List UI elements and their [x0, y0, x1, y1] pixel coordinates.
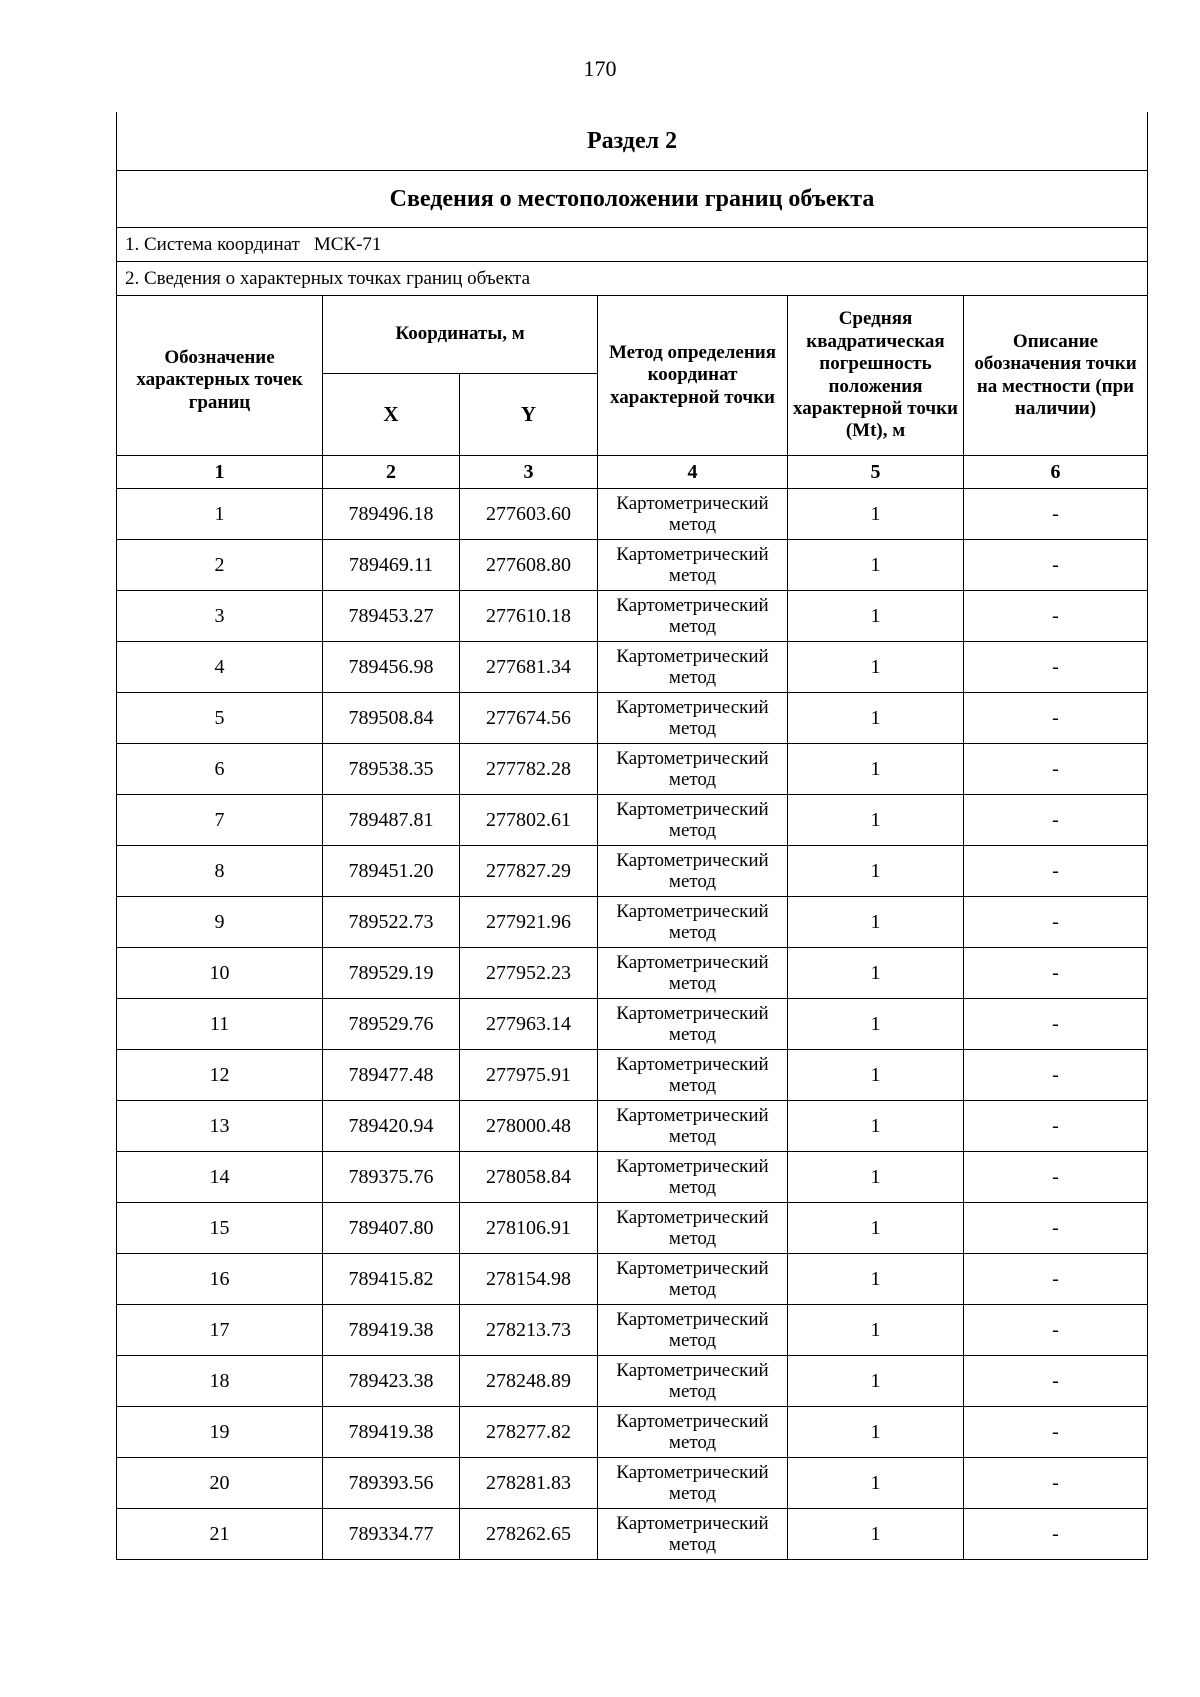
method-line-1: Картометрический: [616, 1155, 769, 1177]
header-x: X: [323, 374, 460, 456]
mean-error-cell: 1: [788, 642, 964, 693]
method-line-2: метод: [668, 718, 717, 739]
mean-error-cell: 1: [788, 948, 964, 999]
method-line-1: Картометрический: [616, 492, 769, 514]
coord-y-cell: 277827.29: [460, 846, 598, 897]
point-number-cell: 15: [117, 1203, 323, 1254]
table-row: [117, 1152, 1148, 1203]
mean-error-cell: 1: [788, 795, 964, 846]
mean-error-cell: 1: [788, 591, 964, 642]
header-error: Средняя квадратическая погрешность положения характерной точки (Mt), м: [788, 296, 964, 456]
coord-x-cell: 789375.76: [323, 1152, 460, 1203]
coord-y-cell: 278277.82: [460, 1407, 598, 1458]
mean-error-cell: 1: [788, 744, 964, 795]
method-line-1: Картометрический: [616, 849, 769, 871]
method-line-1: Картометрический: [616, 1104, 769, 1126]
method-cell: [598, 1458, 788, 1509]
method-cell: [598, 1407, 788, 1458]
method-line-2: метод: [668, 1126, 717, 1147]
coord-x-cell: 789419.38: [323, 1305, 460, 1356]
page-number: 170: [583, 56, 617, 81]
method-line-2: метод: [668, 1432, 717, 1453]
method-line-2: метод: [668, 1279, 717, 1300]
point-description-cell: -: [964, 999, 1148, 1050]
method-line-2: метод: [668, 1228, 717, 1249]
method-cell: [598, 1152, 788, 1203]
method-cell: [598, 744, 788, 795]
point-number-cell: 11: [117, 999, 323, 1050]
coord-y-cell: 277963.14: [460, 999, 598, 1050]
table-row: [117, 1203, 1148, 1254]
coord-y-cell: 277975.91: [460, 1050, 598, 1101]
table-row: [117, 1407, 1148, 1458]
point-description-cell: -: [964, 591, 1148, 642]
section-subtitle: Сведения о местоположении границ объекта: [117, 171, 1148, 228]
method-cell: [598, 897, 788, 948]
point-description-cell: -: [964, 1203, 1148, 1254]
point-number-cell: 13: [117, 1101, 323, 1152]
point-description-cell: -: [964, 1152, 1148, 1203]
coord-x-cell: 789508.84: [323, 693, 460, 744]
coord-x-cell: 789415.82: [323, 1254, 460, 1305]
table-row: [117, 693, 1148, 744]
point-description-cell: -: [964, 795, 1148, 846]
point-number-cell: 2: [117, 540, 323, 591]
mean-error-cell: 1: [788, 846, 964, 897]
table-row: [117, 1254, 1148, 1305]
mean-error-cell: 1: [788, 1407, 964, 1458]
point-description-cell: -: [964, 1458, 1148, 1509]
method-line-2: метод: [668, 1330, 717, 1351]
mean-error-cell: 1: [788, 540, 964, 591]
method-line-1: Картометрический: [616, 1512, 769, 1534]
header-method: Метод определения координат характерной точки: [598, 296, 788, 456]
coord-y-cell: 278106.91: [460, 1203, 598, 1254]
table-row: [117, 540, 1148, 591]
table-row: [117, 1101, 1148, 1152]
boundary-points-table: [116, 112, 1148, 1560]
coord-y-cell: 277610.18: [460, 591, 598, 642]
table-row: [117, 1050, 1148, 1101]
coord-y-cell: 277681.34: [460, 642, 598, 693]
coord-y-cell: 278262.65: [460, 1509, 598, 1560]
point-number-cell: 5: [117, 693, 323, 744]
table-row: [117, 846, 1148, 897]
point-number-cell: 1: [117, 489, 323, 540]
coord-x-cell: 789393.56: [323, 1458, 460, 1509]
method-cell: [598, 693, 788, 744]
coord-y-cell: 277952.23: [460, 948, 598, 999]
method-cell: [598, 1254, 788, 1305]
coord-x-cell: 789469.11: [323, 540, 460, 591]
coord-x-cell: 789451.20: [323, 846, 460, 897]
column-number-5: 5: [788, 456, 964, 489]
method-cell: [598, 1203, 788, 1254]
method-cell: [598, 999, 788, 1050]
coord-y-cell: 278058.84: [460, 1152, 598, 1203]
coord-x-cell: 789407.80: [323, 1203, 460, 1254]
coord-x-cell: 789334.77: [323, 1509, 460, 1560]
point-description-cell: -: [964, 1509, 1148, 1560]
point-description-cell: -: [964, 642, 1148, 693]
method-line-1: Картометрический: [616, 1002, 769, 1024]
header-designation: Обозначение характерных точек границ: [117, 296, 323, 456]
mean-error-cell: 1: [788, 897, 964, 948]
coord-y-cell: 278213.73: [460, 1305, 598, 1356]
method-cell: [598, 1356, 788, 1407]
point-number-cell: 8: [117, 846, 323, 897]
coordinate-system-value: МСК-71: [313, 233, 382, 255]
method-line-1: Картометрический: [616, 798, 769, 820]
method-line-2: метод: [668, 1534, 717, 1555]
coord-y-cell: 277921.96: [460, 897, 598, 948]
method-line-2: метод: [668, 667, 717, 688]
coord-y-cell: 277603.60: [460, 489, 598, 540]
coord-y-cell: 277674.56: [460, 693, 598, 744]
method-line-1: Картометрический: [616, 696, 769, 718]
point-description-cell: -: [964, 1254, 1148, 1305]
method-line-2: метод: [668, 922, 717, 943]
method-line-2: метод: [668, 769, 717, 790]
mean-error-cell: 1: [788, 1458, 964, 1509]
method-line-1: Картометрический: [616, 1053, 769, 1075]
table-row: [117, 1305, 1148, 1356]
method-line-2: метод: [668, 616, 717, 637]
coord-y-cell: 278281.83: [460, 1458, 598, 1509]
table-row: [117, 1509, 1148, 1560]
table-row: [117, 948, 1148, 999]
point-number-cell: 18: [117, 1356, 323, 1407]
coord-x-cell: 789456.98: [323, 642, 460, 693]
point-description-cell: -: [964, 897, 1148, 948]
method-line-1: Картометрический: [616, 1257, 769, 1279]
coord-x-cell: 789496.18: [323, 489, 460, 540]
header-coordinates: Координаты, м: [323, 296, 598, 374]
table-row: [117, 642, 1148, 693]
point-number-cell: 4: [117, 642, 323, 693]
point-number-cell: 10: [117, 948, 323, 999]
coordinate-system-row: [117, 228, 1148, 262]
point-description-cell: -: [964, 693, 1148, 744]
column-number-1: 1: [117, 456, 323, 489]
method-line-2: метод: [668, 565, 717, 586]
mean-error-cell: 1: [788, 1101, 964, 1152]
column-number-2: 2: [323, 456, 460, 489]
method-line-1: Картометрический: [616, 900, 769, 922]
mean-error-cell: 1: [788, 1254, 964, 1305]
method-cell: [598, 1050, 788, 1101]
method-cell: [598, 795, 788, 846]
point-description-cell: -: [964, 1356, 1148, 1407]
coord-y-cell: 278000.48: [460, 1101, 598, 1152]
header-y: Y: [460, 374, 598, 456]
coord-y-cell: 277802.61: [460, 795, 598, 846]
method-cell: [598, 591, 788, 642]
table-row: [117, 489, 1148, 540]
method-cell: [598, 1509, 788, 1560]
point-number-cell: 16: [117, 1254, 323, 1305]
method-line-2: метод: [668, 820, 717, 841]
method-cell: [598, 1101, 788, 1152]
method-line-1: Картометрический: [616, 1359, 769, 1381]
mean-error-cell: 1: [788, 1050, 964, 1101]
point-description-cell: -: [964, 846, 1148, 897]
coord-x-cell: 789487.81: [323, 795, 460, 846]
method-line-1: Картометрический: [616, 1206, 769, 1228]
coord-x-cell: 789420.94: [323, 1101, 460, 1152]
table-row: [117, 591, 1148, 642]
mean-error-cell: 1: [788, 1356, 964, 1407]
method-line-1: Картометрический: [616, 1410, 769, 1432]
coordinate-system-label: 1. Система координат: [125, 233, 300, 255]
point-description-cell: -: [964, 489, 1148, 540]
mean-error-cell: 1: [788, 1203, 964, 1254]
points-caption: 2. Сведения о характерных точках границ объекта: [117, 262, 1148, 296]
coord-x-cell: 789419.38: [323, 1407, 460, 1458]
column-number-4: 4: [598, 456, 788, 489]
method-cell: [598, 540, 788, 591]
point-number-cell: 21: [117, 1509, 323, 1560]
coord-y-cell: 277782.28: [460, 744, 598, 795]
table-row: [117, 795, 1148, 846]
method-line-2: метод: [668, 1177, 717, 1198]
coord-x-cell: 789423.38: [323, 1356, 460, 1407]
method-line-2: метод: [668, 1024, 717, 1045]
point-number-cell: 20: [117, 1458, 323, 1509]
column-number-3: 3: [460, 456, 598, 489]
coord-y-cell: 278154.98: [460, 1254, 598, 1305]
coord-y-cell: 277608.80: [460, 540, 598, 591]
point-number-cell: 3: [117, 591, 323, 642]
mean-error-cell: 1: [788, 1152, 964, 1203]
method-line-1: Картометрический: [616, 543, 769, 565]
point-description-cell: -: [964, 1101, 1148, 1152]
point-description-cell: -: [964, 744, 1148, 795]
point-number-cell: 9: [117, 897, 323, 948]
point-number-cell: 12: [117, 1050, 323, 1101]
method-line-2: метод: [668, 514, 717, 535]
method-line-2: метод: [668, 1483, 717, 1504]
point-description-cell: -: [964, 1305, 1148, 1356]
table-row: [117, 897, 1148, 948]
coord-x-cell: 789529.76: [323, 999, 460, 1050]
method-cell: [598, 489, 788, 540]
method-line-2: метод: [668, 1381, 717, 1402]
header-description: Описание обозначения точки на местности (при наличии): [964, 296, 1148, 456]
method-cell: [598, 1305, 788, 1356]
table-row: [117, 1356, 1148, 1407]
table-row: [117, 1458, 1148, 1509]
table-row: [117, 744, 1148, 795]
point-number-cell: 19: [117, 1407, 323, 1458]
method-cell: [598, 846, 788, 897]
mean-error-cell: 1: [788, 489, 964, 540]
point-description-cell: -: [964, 1050, 1148, 1101]
point-description-cell: -: [964, 948, 1148, 999]
point-number-cell: 6: [117, 744, 323, 795]
point-number-cell: 7: [117, 795, 323, 846]
method-cell: [598, 642, 788, 693]
method-line-1: Картометрический: [616, 645, 769, 667]
coord-x-cell: 789529.19: [323, 948, 460, 999]
coord-x-cell: 789477.48: [323, 1050, 460, 1101]
mean-error-cell: 1: [788, 999, 964, 1050]
method-line-2: метод: [668, 871, 717, 892]
table-row: [117, 999, 1148, 1050]
coord-x-cell: 789453.27: [323, 591, 460, 642]
method-line-2: метод: [668, 1075, 717, 1096]
point-number-cell: 17: [117, 1305, 323, 1356]
point-number-cell: 14: [117, 1152, 323, 1203]
mean-error-cell: 1: [788, 1509, 964, 1560]
method-line-1: Картометрический: [616, 594, 769, 616]
point-description-cell: -: [964, 540, 1148, 591]
mean-error-cell: 1: [788, 693, 964, 744]
method-cell: [598, 948, 788, 999]
method-line-1: Картометрический: [616, 747, 769, 769]
method-line-1: Картометрический: [616, 951, 769, 973]
coord-x-cell: 789538.35: [323, 744, 460, 795]
method-line-1: Картометрический: [616, 1461, 769, 1483]
coord-y-cell: 278248.89: [460, 1356, 598, 1407]
mean-error-cell: 1: [788, 1305, 964, 1356]
method-line-1: Картометрический: [616, 1308, 769, 1330]
coord-x-cell: 789522.73: [323, 897, 460, 948]
column-number-6: 6: [964, 456, 1148, 489]
method-line-2: метод: [668, 973, 717, 994]
point-description-cell: -: [964, 1407, 1148, 1458]
section-title: Раздел 2: [117, 112, 1148, 171]
